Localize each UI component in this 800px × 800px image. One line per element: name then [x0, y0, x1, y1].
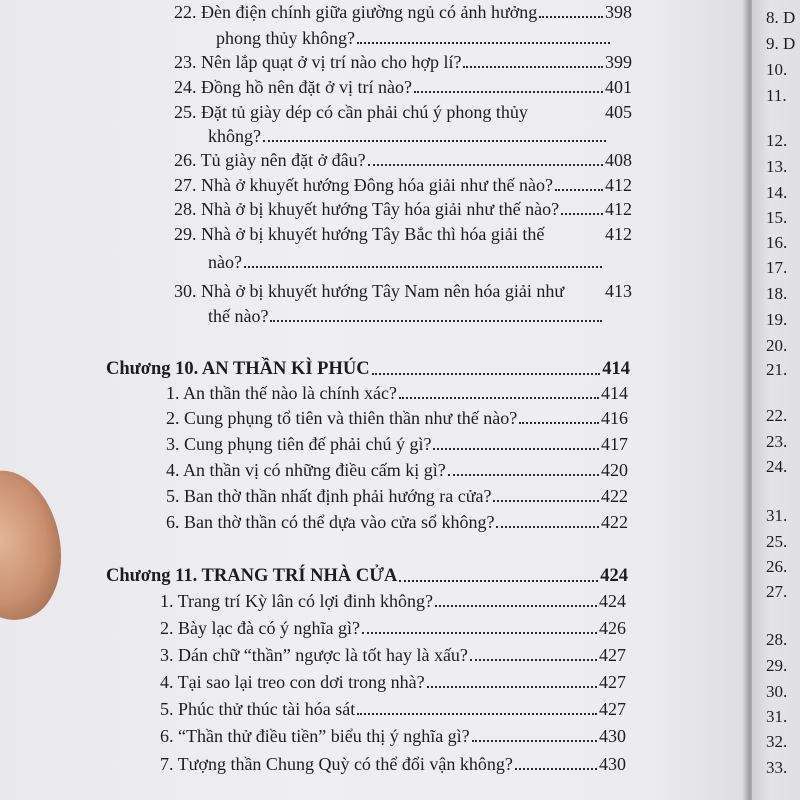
toc-entry: [174, 150, 632, 171]
toc-entry-label: 24. Đồng hồ nên đặt ở vị trí nào?: [174, 77, 412, 97]
adjacent-entry-number: 31.: [766, 707, 788, 726]
adjacent-entry-number: 29.: [766, 656, 788, 675]
toc-entry-label: 23. Nên lắp quạt ở vị trí nào cho hợp lí?: [174, 52, 462, 72]
chapter-page: 414: [602, 359, 630, 379]
adjacent-entry-number: 14.: [766, 183, 788, 202]
chapter-title: Chương 11. TRANG TRÍ NHÀ CỬA: [106, 566, 398, 586]
toc-entry-page: 412: [605, 224, 632, 244]
dot-leader: [372, 371, 601, 375]
toc-entry-label: 1. Trang trí Kỳ lân có lợi đinh không?: [160, 591, 434, 611]
dot-leader: [555, 187, 603, 191]
chapter-title: Chương 10. AN THẦN KÌ PHÚC: [106, 359, 370, 379]
adjacent-entry-number: 21.: [766, 360, 788, 379]
toc-entry-page: 430: [599, 726, 626, 746]
dot-leader: [368, 162, 603, 166]
toc-entry-label: 2. Bày lạc đà có ý nghĩa gì?: [160, 618, 360, 638]
dot-leader: [566, 295, 603, 297]
toc-entry: [160, 591, 626, 612]
toc-entry-label: 28. Nhà ở bị khuyết hướng Tây hóa giải như thế nào?: [174, 199, 560, 219]
toc-entry: [160, 726, 626, 747]
adjacent-entry-number: 17.: [766, 258, 788, 277]
adjacent-entry-number: 19.: [766, 310, 788, 329]
toc-entry-label: 6. Ban thờ thần có thể dựa vào cửa sổ không?: [166, 512, 495, 532]
toc-entry: [174, 52, 632, 73]
toc-entry-label-cont: không?: [208, 126, 261, 146]
toc-entry-label-cont: phong thủy không?: [216, 28, 355, 48]
adjacent-entry-number: 30.: [766, 682, 788, 701]
toc-entry-label: 30. Nhà ở bị khuyết hướng Tây Nam nên hóa giải như: [174, 281, 565, 301]
dot-leader: [433, 446, 599, 450]
adjacent-entry-number: 20.: [766, 336, 788, 355]
dot-leader: [561, 211, 603, 215]
toc-entry: [166, 408, 628, 429]
dot-leader: [244, 264, 602, 268]
toc-entry-page: 420: [601, 460, 628, 480]
adjacent-entry-number: 22.: [766, 406, 788, 425]
dot-leader: [414, 89, 603, 93]
toc-entry: [166, 512, 628, 533]
toc-entry-page: 413: [605, 281, 632, 301]
adjacent-entry-number: 15.: [766, 208, 788, 227]
adjacent-entry-number: 33.: [766, 758, 788, 777]
toc-entry-page: 427: [599, 645, 626, 665]
dot-leader: [496, 524, 599, 528]
toc-entry-label: 25. Đặt tủ giày dép có cần phải chú ý phong thủy: [174, 102, 528, 122]
toc-entry: [174, 175, 632, 196]
dot-leader: [399, 578, 598, 582]
toc-entry-label-cont: nào?: [208, 252, 242, 272]
toc-entry-page: 427: [599, 672, 626, 692]
toc-entry-cont: [208, 306, 604, 327]
adjacent-entry-number: 16.: [766, 233, 788, 252]
adjacent-entry-number: 25.: [766, 532, 788, 551]
adjacent-entry-number: 9. D: [766, 34, 796, 53]
toc-entry: [166, 486, 628, 507]
adjacent-entry-number: 18.: [766, 284, 788, 303]
toc-entry-label: 1. An thần thế nào là chính xác?: [166, 383, 397, 403]
dot-leader: [362, 630, 597, 634]
toc-entry: [166, 460, 628, 481]
toc-entry-cont: [208, 126, 608, 147]
adjacent-entry-number: 10.: [766, 60, 788, 79]
toc-entry: [160, 672, 626, 693]
chapter-page: 424: [600, 566, 628, 586]
toc-entry: [174, 77, 632, 98]
dot-leader: [435, 603, 597, 607]
toc-entry-page: 414: [601, 383, 628, 403]
dot-leader: [463, 64, 603, 68]
dot-leader: [472, 738, 597, 742]
dot-leader: [270, 318, 602, 322]
toc-entry: [160, 754, 626, 775]
toc-entry-page: 405: [605, 102, 632, 122]
toc-entry-page: 416: [601, 408, 628, 428]
adjacent-entry-number: 13.: [766, 157, 788, 176]
toc-entry-label: 3. Cung phụng tiên đế phải chú ý gì?: [166, 434, 432, 454]
toc-entry: [174, 281, 632, 302]
toc-entry-label: 3. Dán chữ “thần” ngược là tốt hay là xấu?: [160, 645, 468, 665]
toc-entry-page: 412: [605, 175, 632, 195]
chapter-10-heading: [106, 359, 630, 380]
toc-entry: [166, 383, 628, 404]
toc-entry: [160, 699, 626, 720]
dot-leader: [357, 711, 597, 715]
dot-leader: [519, 420, 599, 424]
toc-entry: [174, 224, 632, 245]
toc-entry-page: 412: [605, 199, 632, 219]
dot-leader: [493, 498, 599, 502]
finger-thumb: [0, 464, 70, 626]
toc-entry-page: 427: [599, 699, 626, 719]
adjacent-entry-number: 11.: [766, 86, 787, 105]
toc-entry-page: 401: [605, 77, 632, 97]
adjacent-entry-number: 27.: [766, 582, 788, 601]
adjacent-entry-number: 12.: [766, 131, 788, 150]
dot-leader: [515, 766, 597, 770]
toc-entry: [174, 199, 632, 220]
toc-entry-label: 4. Tại sao lại treo con dơi trong nhà?: [160, 672, 425, 692]
toc-entry-label: 7. Tượng thần Chung Quỳ có thể đổi vận không?: [160, 754, 513, 774]
toc-entry-label: 4. An thần vị có những điều cấm kị gì?: [166, 460, 446, 480]
toc-entry-label: 5. Ban thờ thần nhất định phải hướng ra cửa?: [166, 486, 492, 506]
toc-entry-page: 417: [601, 434, 628, 454]
toc-entry-label: 2. Cung phụng tổ tiên và thiên thần như thế nào?: [166, 408, 518, 428]
toc-entry-label: 26. Tủ giày nên đặt ở đâu?: [174, 150, 366, 170]
toc-entry-page: 408: [605, 150, 632, 170]
toc-entry-page: 399: [605, 52, 632, 72]
toc-entry-label-cont: thế nào?: [208, 306, 269, 326]
adjacent-entry-number: 28.: [766, 630, 788, 649]
toc-entry-page: 422: [601, 486, 628, 506]
toc-entry-cont: [216, 28, 612, 49]
toc-entry: [160, 645, 626, 666]
dot-leader: [530, 116, 603, 118]
dot-leader: [539, 14, 603, 18]
toc-entry-label: 29. Nhà ở bị khuyết hướng Tây Bắc thì hóa giải thế: [174, 224, 545, 244]
adjacent-entry-number: 31.: [766, 506, 788, 525]
toc-entry-page: 424: [599, 591, 626, 611]
dot-leader: [399, 395, 599, 399]
toc-entry-page: 398: [605, 2, 632, 22]
dot-leader: [263, 138, 606, 142]
dot-leader: [448, 472, 599, 476]
toc-entry-page: 426: [599, 618, 626, 638]
adjacent-entry-number: 24.: [766, 457, 788, 476]
toc-entry-page: 430: [599, 754, 626, 774]
dot-leader: [427, 684, 597, 688]
toc-entry-label: 5. Phúc thử thúc tài hóa sát: [160, 699, 356, 719]
adjacent-page: [752, 0, 800, 800]
toc-entry-cont: [208, 252, 604, 273]
chapter-11-heading: [106, 566, 628, 587]
toc-entry-page: 422: [601, 512, 628, 532]
toc-entry-label: 22. Đèn điện chính giữa giường ngủ có ảnh hưởng: [174, 2, 538, 22]
toc-entry: [174, 2, 632, 23]
toc-entry: [174, 102, 632, 123]
toc-entry-label: 27. Nhà ở khuyết hướng Đông hóa giải như thế nào?: [174, 175, 553, 195]
toc-entry: [160, 618, 626, 639]
adjacent-entry-number: 26.: [766, 557, 788, 576]
toc-entry-label: 6. “Thần thử điều tiền” biểu thị ý nghĩa gì?: [160, 726, 470, 746]
dot-leader: [357, 40, 610, 44]
adjacent-entry-number: 8. D: [766, 8, 796, 27]
adjacent-entry-number: 23.: [766, 432, 788, 451]
toc-entry: [166, 434, 628, 455]
dot-leader: [470, 657, 597, 661]
adjacent-entry-number: 32.: [766, 732, 788, 751]
dot-leader: [546, 238, 603, 240]
